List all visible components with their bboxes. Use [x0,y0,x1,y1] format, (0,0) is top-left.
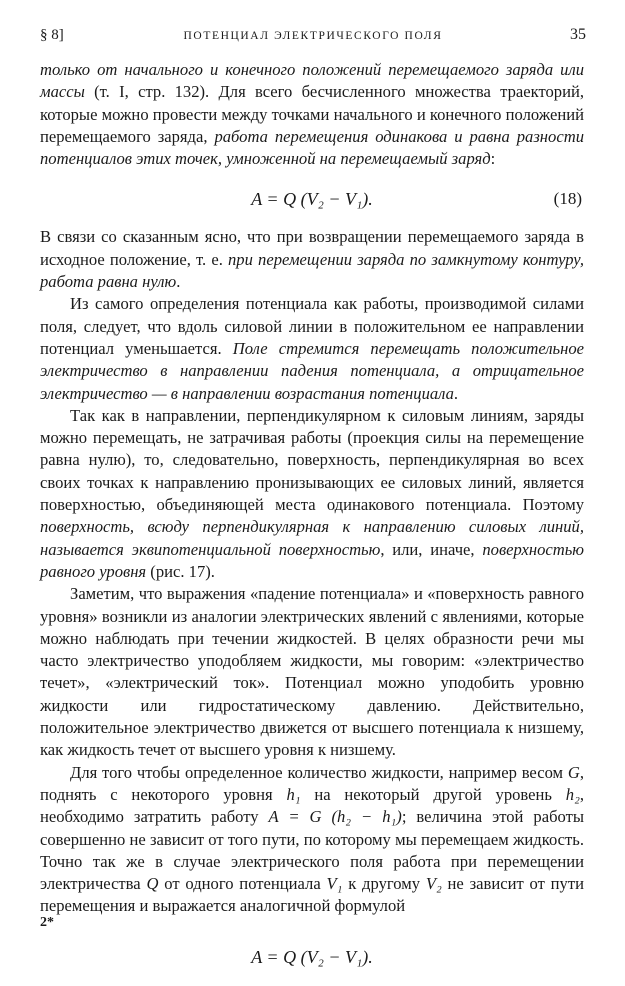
text: от одного потенциала [158,874,327,894]
paragraph-continuation [40,59,584,170]
italic-text: работа перемещения одинакова и равна разности потенциалов этих точек, умноженной на перемещаемый заряд [40,126,584,169]
text: В связи со сказанным ясно, что при возвращении перемещаемого заряда в исходное положение, т. е. [40,227,584,269]
text: Из самого определения потенциала как работы, производимой силами поля, следует, что вдоль силовой линии в положительном ее направлении потенциал уменьшается. [40,294,584,358]
page-number: 35 [570,26,586,43]
paragraph [40,583,584,761]
text: (рис. 17). [146,561,215,581]
text: , поднять с некоторого уровня [40,762,584,804]
signature-mark: 2* [40,915,54,930]
text: ; величина этой работы совершенно не зависит от того пути, по которому мы перемещаем жидкость. Точно так же в случае электрического поля работа при перемещении электричества [40,807,584,894]
equation-number: (18) [553,189,582,209]
running-header [40,24,586,46]
text: : [490,149,496,169]
paragraph [40,762,584,918]
italic-symbol: h₂ [565,784,580,804]
text: , необходимо затратить работу [40,784,585,827]
text: . [176,272,181,292]
italic-symbol: h₁ [286,784,301,804]
formula: A = Q (V₂ − V₁). [251,189,373,210]
equation-repeat [40,946,584,986]
italic-symbol: V₂ [425,874,442,894]
chapter-title: ПОТЕНЦИАЛ ЭЛЕКТРИЧЕСКОГО ПОЛЯ [183,30,443,42]
paragraph [40,405,584,583]
text: . [453,383,459,403]
text: Заметим, что выражения «падение потенциала» и «поверхность равного уровня» возникли из аналогии электрических явлений с явлениями, которые можно наблюдать при течении жидкостей. В целях образности речи мы часто электричество уподобляем жидкости, мы говорим: «электричество течет», «электрический ток». Потенциал можно уподобить уровню жидкости или гидростатическому давлению. Действительно, положительное электричество движется от высшего потенциала к низшему, как жидкость течет от высшего уровня к низшему. [40,584,584,760]
inline-formula: A = G (h₂ − h₁) [268,807,402,827]
italic-text: только от начального и конечного положений перемещаемого заряда или массы [40,60,584,102]
italic-text: поверхность, всюду перпендикулярная к направлению силовых линий, называется эквипотенциальной поверхностью [40,517,584,559]
italic-symbol: Q [146,874,159,894]
page-body [40,59,584,986]
text: (т. I, стр. 132). Для всего бесчисленного множества траекторий, которые можно провести между точками начального и конечного положений перемещаемого заряда, [40,82,584,146]
text: на некоторый другой уровень [300,784,566,804]
text: Для того чтобы определенное количество жидкости, например весом [70,762,568,782]
text: , или, иначе, [380,539,483,559]
italic-text: поверхностью равного уровня [40,539,584,581]
italic-text: при перемещении заряда по замкнутому контуру, работа равна нулю [40,249,584,292]
paragraph [40,293,584,404]
paragraph [40,226,584,293]
formula: A = Q (V₂ − V₁). [251,946,373,967]
equation-18 [40,178,584,218]
text: не зависит от пути перемещения и выражается аналогичной формулой [40,874,584,916]
italic-text: Поле стремится перемещать положительное электричество в направлении падения потенциала, а отрицательное электричество — в направлении возрастания потенциала [40,338,585,403]
section-number: § 8] [40,27,64,43]
text: к другому [342,874,426,894]
italic-symbol: G [567,762,580,782]
text: Так как в направлении, перпендикулярном к силовым линиям, заряды можно перемещать, не затрачивая работы (проекция силы на перемещение равна нулю), то, следовательно, поверхность, перпендикулярная во всех своих точках к направлению пронизывающих ее силовых линий, является поверхностью, объединяющей места одинакового потенциала. Поэтому [40,405,584,515]
italic-symbol: V₁ [326,874,343,894]
